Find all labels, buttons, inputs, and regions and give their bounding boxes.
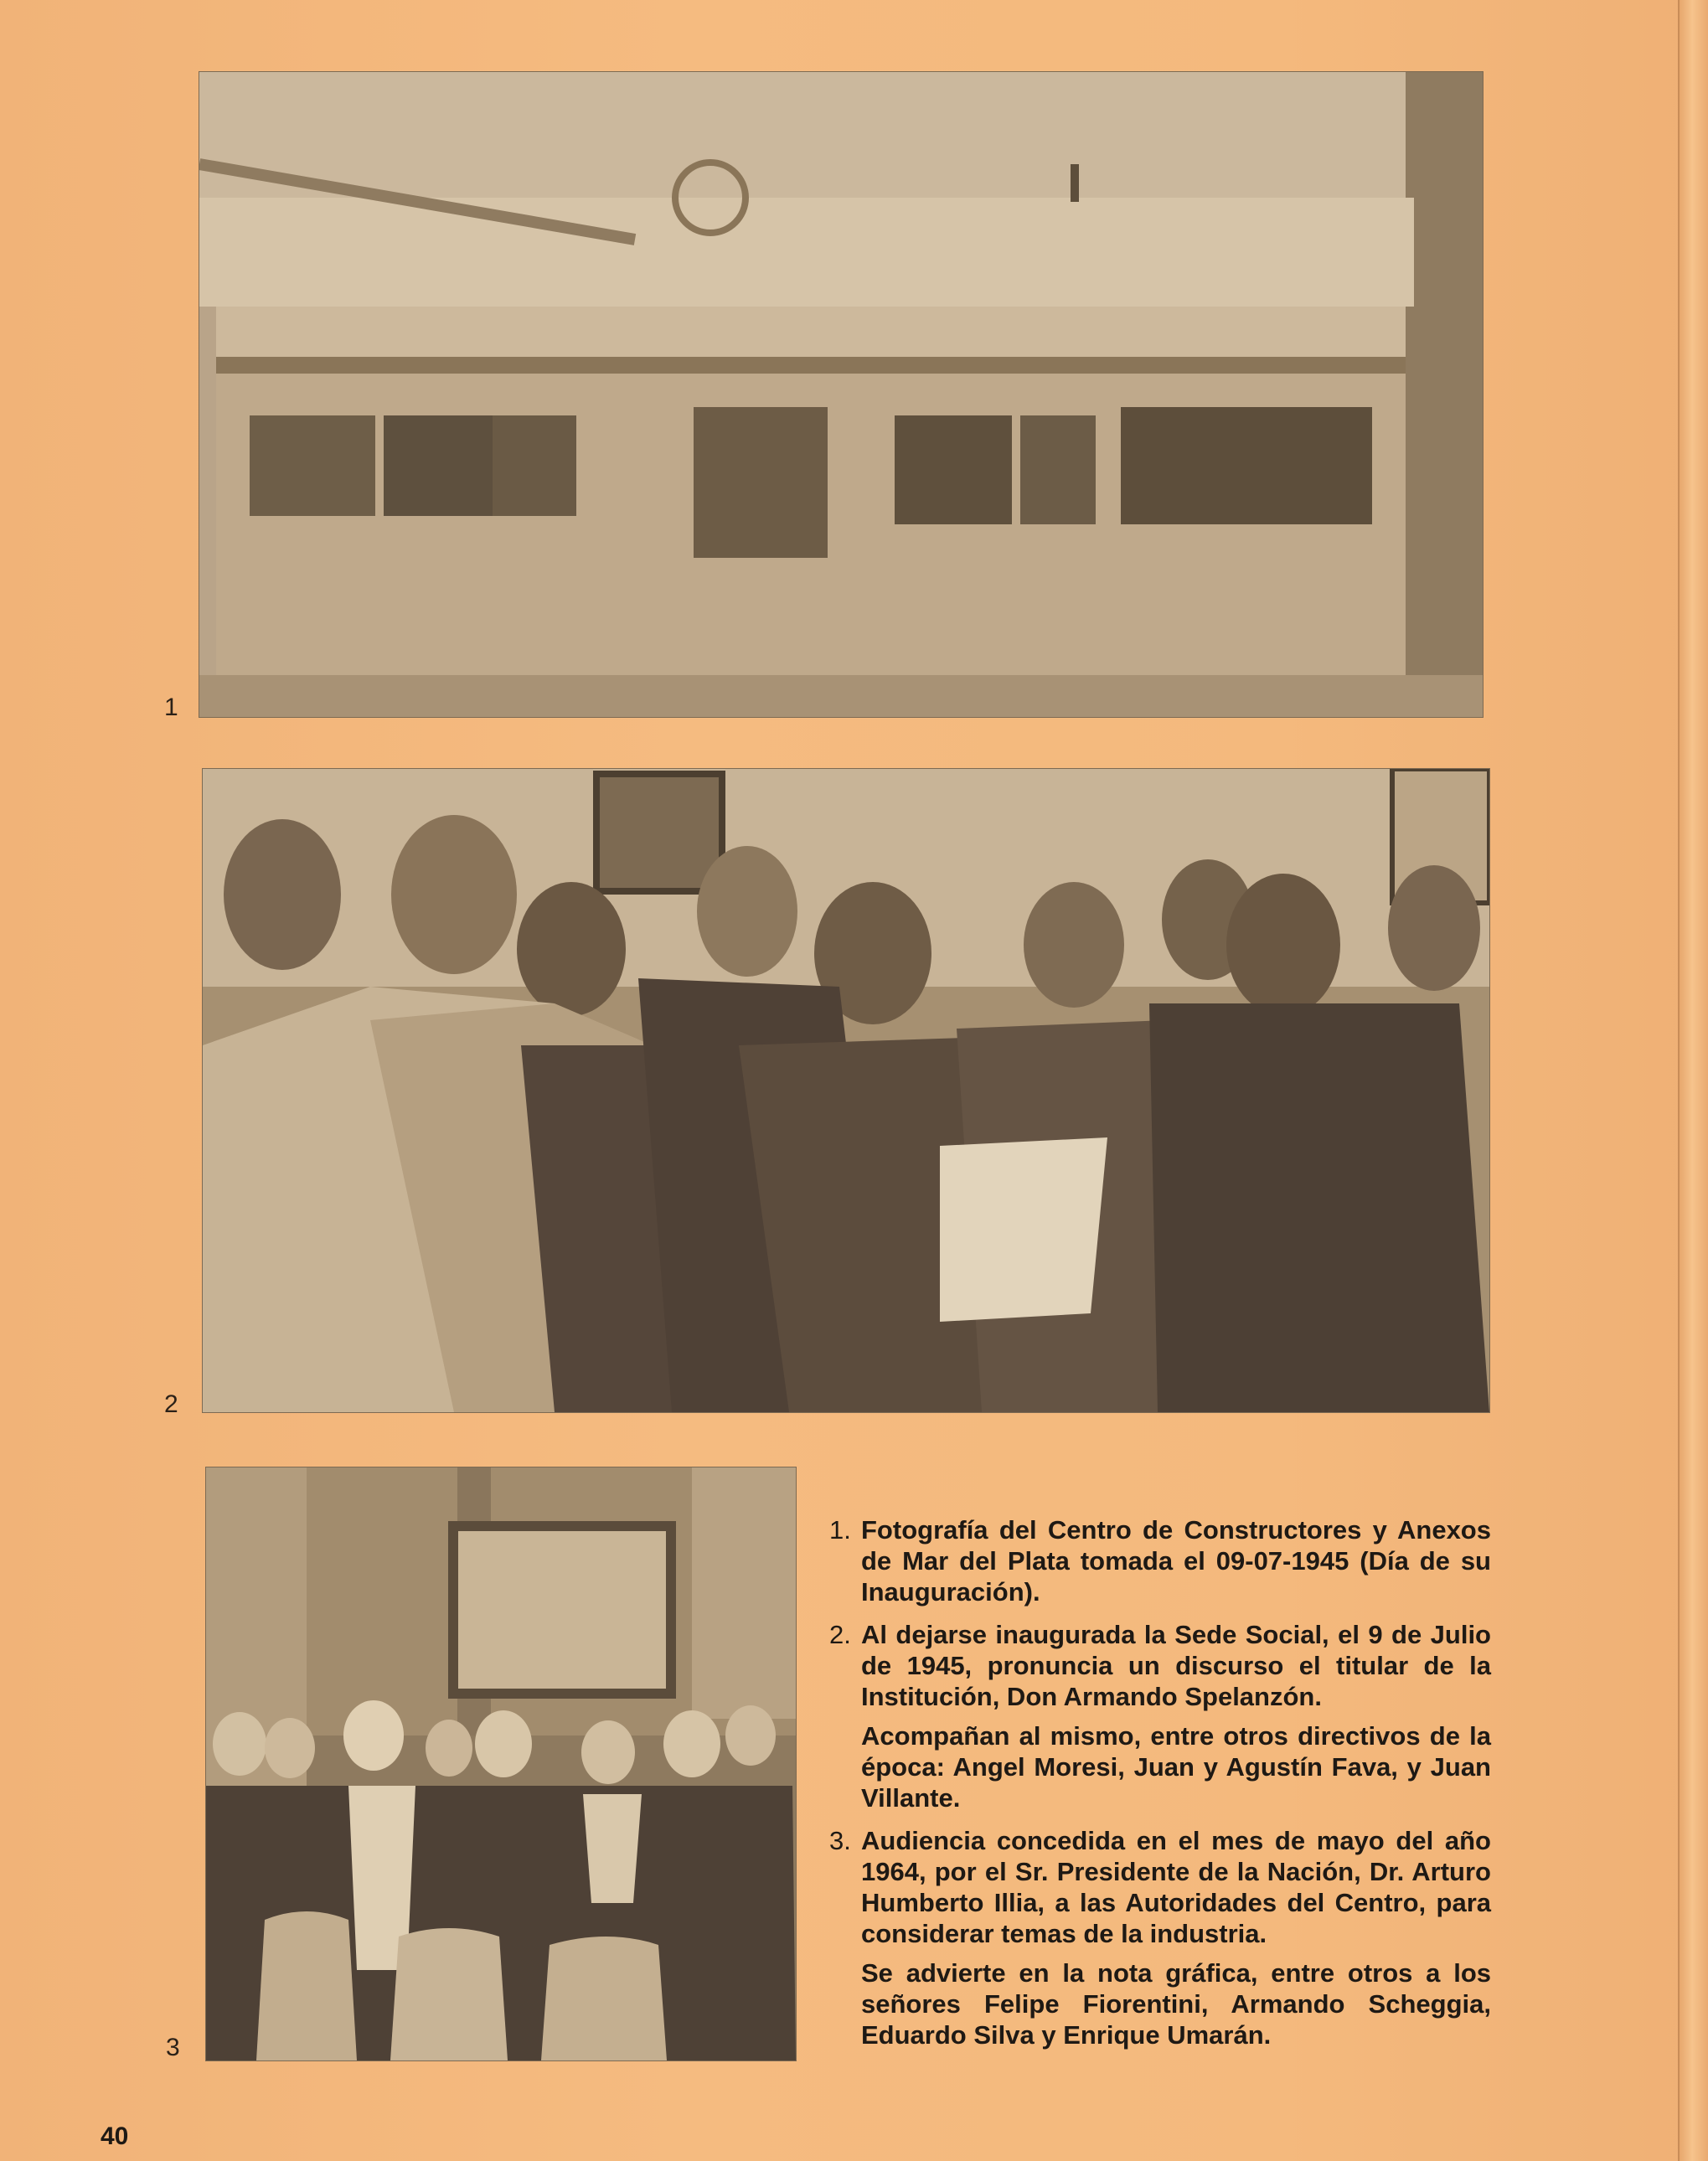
photo-building [199, 72, 1483, 717]
photo-speech-image [203, 769, 1489, 1412]
caption-paragraph: Fotografía del Centro de Constructores y Anexos de Mar del Plata tomada el 09-07-1945 (Día de su Inauguración). [861, 1515, 1491, 1607]
caption-paragraph: Audiencia concedida en el mes de mayo del año 1964, por el Sr. Presidente de la Nación, Dr. Arturo Humberto Illia, a las Autoridades del Centro, para considerar temas de la industria. [861, 1826, 1491, 1948]
figure-number-3: 3 [166, 2034, 180, 2061]
caption-paragraph: Acompañan al mismo, entre otros directivos de la época: Angel Moresi, Juan y Agustín Fava, y Juan Villante. [861, 1721, 1491, 1813]
caption-number: 3. [829, 1826, 851, 1855]
photo-speech [203, 769, 1489, 1412]
captions-block [829, 1514, 1491, 2062]
caption-3 [829, 1825, 1491, 2050]
caption-number: 1. [829, 1515, 851, 1545]
page-edge [1678, 0, 1708, 2161]
caption-number: 2. [829, 1620, 851, 1649]
caption-paragraph: Se advierte en la nota gráfica, entre otros a los señores Felipe Fiorentini, Armando Scheggia, Eduardo Silva y Enrique Umarán. [861, 1958, 1491, 2050]
photo-audience [206, 1467, 796, 2060]
photo-audience-image [206, 1467, 796, 2060]
caption-paragraph: Al dejarse inaugurada la Sede Social, el 9 de Julio de 1945, pronuncia un discurso el titular de la Institución, Don Armando Spelanzón. [861, 1620, 1491, 1711]
caption-1 [829, 1514, 1491, 1607]
photo-building-image [199, 72, 1483, 717]
figure-number-2: 2 [164, 1390, 178, 1418]
caption-2 [829, 1619, 1491, 1813]
figure-number-1: 1 [164, 694, 178, 721]
page-number: 40 [101, 2122, 129, 2150]
